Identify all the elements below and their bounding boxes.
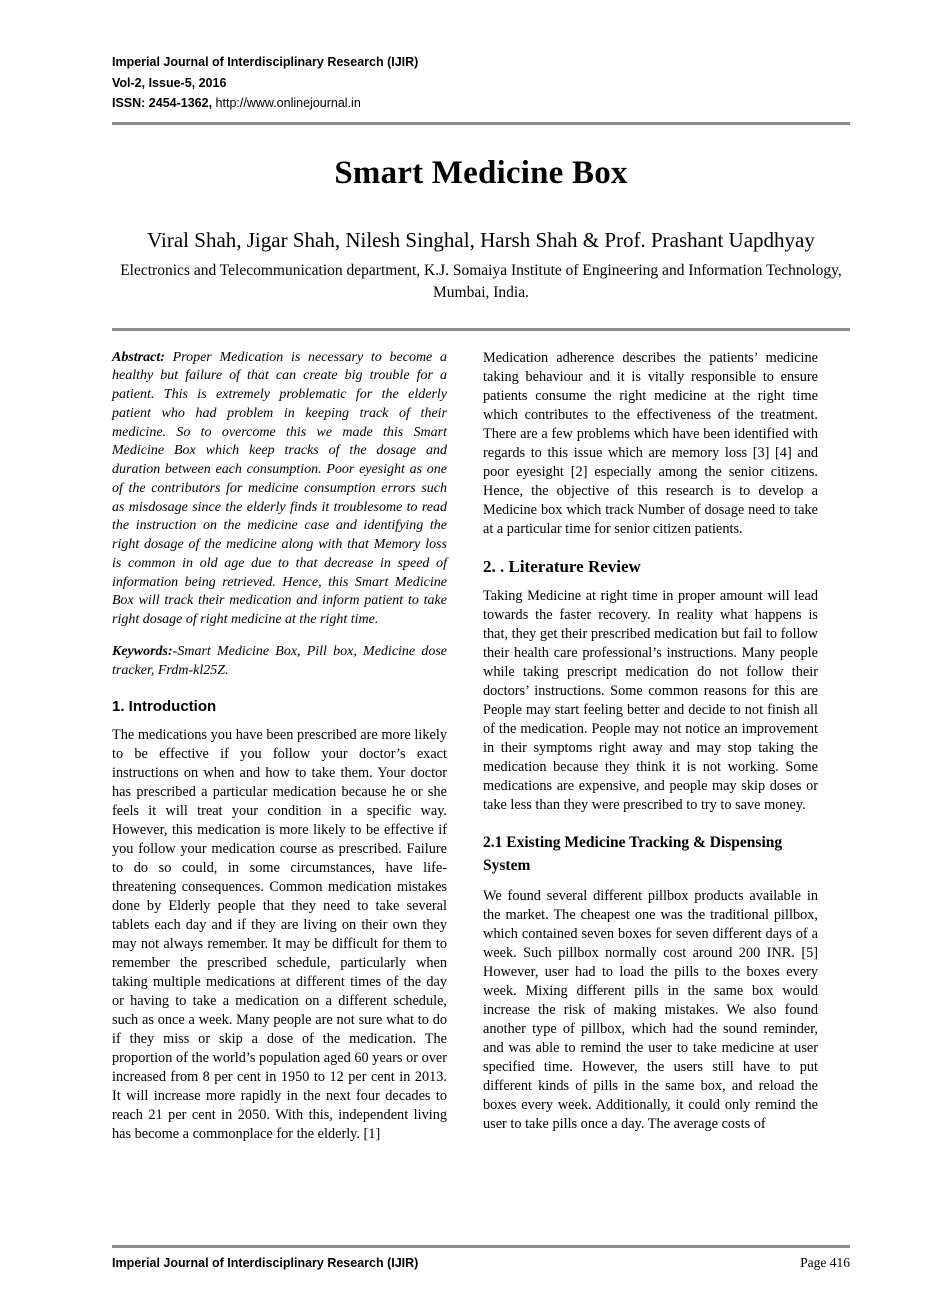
- abstract-text: Proper Medication is necessary to become a healthy but failure of that can create big trouble for a patient. This is extremely problematic for the elderly patient who had problem in keeping track of their medicine. So to overcome this we made this Smart Medicine Box which keep tracks of the dosage and duration between each consumption. Poor eyesight as one of the contributors for medicine consumption errors such as misdosage since the elderly finds it troublesome to read the instruction on the medicine case and identifying the right dosage of the medicine along with that Memory loss is common in old age due to that decrease in speed of information being retrieved. Hence, this Smart Medicine Box will track their medication and inform patient to take right dosage of right medicine at the right time.: [112, 349, 447, 628]
- abstract-paragraph: [112, 349, 447, 630]
- journal-issn: ISSN: 2454-1362,: [112, 96, 213, 111]
- footer-divider: [112, 1245, 850, 1248]
- body-columns: [112, 349, 850, 1144]
- affiliation: Electronics and Telecommunication department, K.J. Somaiya Institute of Engineering and Information Technology, Mumbai, India.: [120, 262, 842, 301]
- journal-name: Imperial Journal of Interdisciplinary Research (IJIR): [112, 55, 419, 69]
- author-list: Viral Shah, Jigar Shah, Nilesh Singhal, Harsh Shah & Prof. Prashant Uapdhyay: [147, 227, 815, 252]
- page-title: Smart Medicine Box: [334, 154, 628, 191]
- paragraph-existing-system: We found several different pillbox products available in the market. The cheapest one was the traditional pillbox, which contained seven boxes for seven different days of a week. Such pillbox normally cost around 200 INR. [5] However, user had to load the pills to the boxes every week. Mixing different pills in the same box would increase the risk of making mistakes. We also found another type of pillbox, which had the sound reminder, and was able to remind the user to take medicine at user specified time. However, the users still have to put different kinds of pills in the same box, and reload the boxes every week. Additionally, it could only remind the user to take pills once a day. The average costs of: [483, 888, 818, 1133]
- header-divider: [112, 122, 850, 125]
- keywords-text: -Smart Medicine Box, Pill box, Medicine dose tracker, Frdm-kl25Z.: [112, 643, 447, 678]
- journal-website: http://www.onlinejournal.in: [215, 96, 361, 111]
- journal-issn-line: [112, 93, 850, 114]
- abstract-label: Abstract:: [112, 349, 165, 365]
- title-divider: [112, 328, 850, 331]
- footer-page-number: Page 416: [800, 1255, 850, 1270]
- paragraph-literature-review: Taking Medicine at right time in proper amount will lead towards the faster recovery. In reality what happens is that, they get their prescribed medication but fail to follow their health care professional’s instructions. Many people while taking prescript medication do not follow their doctors’ instructions. Some common reasons for this are People may start feeling better and decide to not finish all of the medication. People may not notice an improvement in their symptoms right away and may stop taking the medication because they think it is not working. Some medications are expensive, and people may skip doses or take less than they were prescribed to try to save money.: [483, 587, 818, 813]
- heading-literature-review: 2. . Literature Review: [483, 556, 641, 576]
- paragraph-adherence: Medication adherence describes the patients’ medicine taking behaviour and it is vitally responsible to ensure patients consume the right medicine at the right time which contributes to the effectiveness of the treatment. There are a few problems which have been identified with regards to this issue which are memory loss [3] [4] and poor eyesight [2] especially among the senior citizens. Hence, the objective of this research is to develop a Medicine box which track Number of dosage need to take at a particular time for senior citizen patients.: [483, 349, 818, 537]
- journal-header: [112, 52, 850, 114]
- footer-row: [112, 1255, 850, 1271]
- keywords-paragraph: [112, 643, 447, 681]
- page-footer: [112, 1245, 850, 1271]
- footer-journal-name: Imperial Journal of Interdisciplinary Research (IJIR): [112, 1256, 419, 1270]
- column-right: [483, 349, 818, 1144]
- column-left: [112, 349, 447, 1144]
- heading-existing-system: 2.1 Existing Medicine Tracking & Dispensing System: [483, 833, 783, 874]
- heading-introduction: 1. Introduction: [112, 698, 217, 716]
- paragraph-introduction: The medications you have been prescribed are more likely to be effective if you follow your doctor’s exact instructions on when and how to take them. Your doctor has prescribed a particular medication because he or she feels it will treat your condition in a specific way. However, this medication is more likely to be effective if you follow your medication course as prescribed. Failure to do so could, in some circumstances, have life-threatening consequences. Common medication mistakes done by Elderly people that they need to take several tablets each day and if they are living on their own they may not always remember. It may be difficult for them to remember the prescribed schedule, particularly when taking multiple medications at different times of the day or having to take a medication on a different schedule, such as once a week. Many people are not sure what to do if they miss or skip a dose of the medication. The proportion of the world’s population aged 60 years or over increased from 8 per cent in 1950 to 12 per cent in 2013. It will increase more rapidly in the next four decades to reach 21 per cent in 2050. With this, independent living has become a commonplace for the elderly. [1]: [112, 726, 447, 1142]
- journal-volume-issue: Vol-2, Issue-5, 2016: [112, 75, 227, 90]
- keywords-label: Keywords:: [112, 643, 173, 659]
